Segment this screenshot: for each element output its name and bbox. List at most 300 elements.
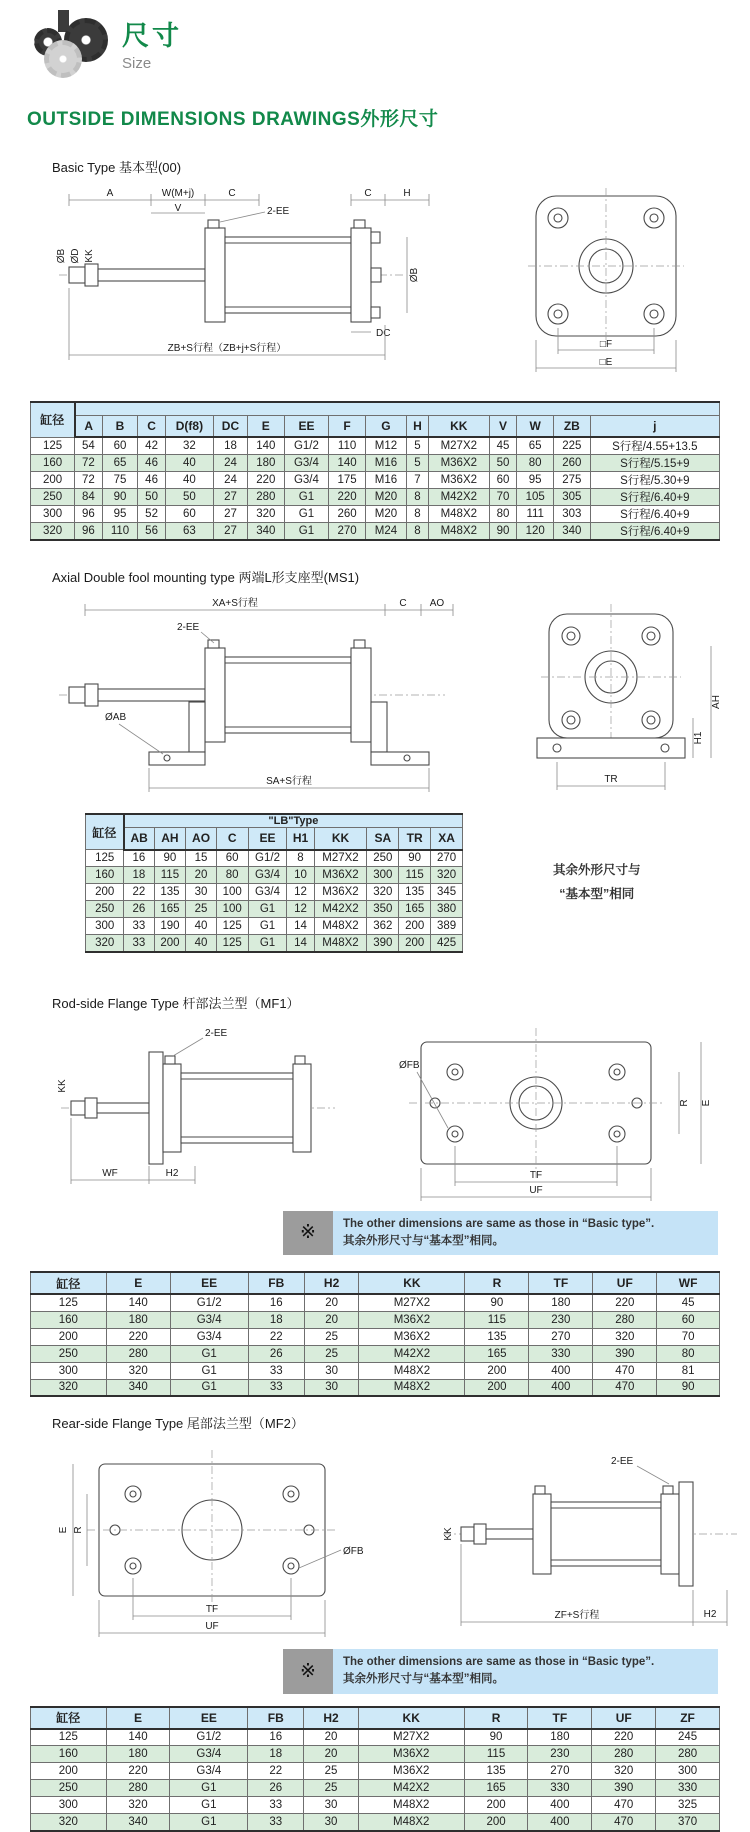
value-cell: 345 (431, 884, 463, 901)
mf1-drawing (55, 1016, 750, 1201)
bore-cell: 300 (31, 506, 75, 523)
value-cell: 20 (304, 1294, 359, 1311)
value-cell: 65 (102, 455, 137, 472)
table-row (31, 437, 720, 455)
dim-label-e: E (58, 1526, 69, 1534)
value-cell: 95 (517, 472, 554, 489)
col-header: FB (248, 1707, 304, 1729)
value-cell: S行程/4.55+13.5 (590, 437, 719, 455)
value-cell: 470 (592, 1814, 656, 1831)
col-header: H1 (287, 828, 314, 850)
value-cell: M48X2 (428, 523, 489, 541)
value-cell: 110 (102, 523, 137, 541)
dim-label-tf: TF (529, 1169, 543, 1181)
table-row (31, 1746, 720, 1763)
dim-label-wf: WF (102, 1167, 118, 1179)
value-cell: 20 (304, 1729, 358, 1746)
col-header: UF (593, 1272, 657, 1294)
col-header: KK (314, 828, 367, 850)
col-header: SA (367, 828, 399, 850)
mf1-side-view (55, 1016, 355, 1201)
value-cell: 45 (489, 437, 517, 455)
table-row (86, 867, 463, 884)
value-cell: 280 (593, 1311, 657, 1328)
value-cell: 220 (247, 472, 284, 489)
dim-label-e: □E (599, 357, 613, 368)
bore-cell: 160 (86, 867, 124, 884)
col-header: AB (124, 828, 154, 850)
dim-label-od: ØD (70, 248, 81, 264)
bore-cell: 250 (86, 901, 124, 918)
mf2-side-view (413, 1436, 743, 1641)
table-row (31, 455, 720, 472)
value-cell: G3/4 (170, 1328, 248, 1345)
dim-label-h2: H2 (703, 1609, 717, 1620)
value-cell: 33 (124, 918, 154, 935)
value-cell: 30 (304, 1814, 358, 1831)
ms1-dimensions-table (85, 813, 463, 953)
table-row (31, 1362, 720, 1379)
page-title: OUTSIDE DIMENSIONS DRAWINGS外形尺寸 (27, 109, 439, 130)
value-cell: 400 (528, 1797, 592, 1814)
value-cell: M48X2 (358, 1814, 464, 1831)
value-cell: 200 (465, 1362, 529, 1379)
table-row (31, 1379, 720, 1396)
value-cell: 90 (102, 489, 137, 506)
callout-2ee: 2-EE (267, 206, 290, 217)
value-cell: 320 (106, 1362, 170, 1379)
value-cell: 96 (75, 506, 103, 523)
value-cell: 33 (248, 1797, 304, 1814)
value-cell: 275 (554, 472, 591, 489)
col-header: H2 (304, 1272, 359, 1294)
dim-label-tf: TF (205, 1604, 219, 1615)
table-row (31, 1294, 720, 1311)
dim-label-sa: SA+S行程 (266, 776, 312, 787)
reference-mark-icon: ※ (283, 1211, 333, 1256)
value-cell: G1 (170, 1379, 248, 1396)
value-cell: 22 (124, 884, 154, 901)
value-cell: M16 (365, 455, 406, 472)
value-cell: 220 (106, 1763, 170, 1780)
value-cell: 230 (528, 1746, 592, 1763)
col-header: E (106, 1272, 170, 1294)
dim-label-ob-left: ØB (56, 248, 67, 264)
value-cell: 14 (287, 935, 314, 952)
value-cell: 20 (186, 867, 216, 884)
table-row (86, 884, 463, 901)
bore-cell: 125 (31, 437, 75, 455)
col-header: R (465, 1272, 529, 1294)
value-cell: M27X2 (314, 850, 367, 867)
col-header: j (590, 415, 719, 437)
value-cell: 105 (517, 489, 554, 506)
value-cell: 80 (517, 455, 554, 472)
ms1-table-area (85, 813, 750, 953)
section-label-ms1: Axial Double fool mounting type 两端L形支座型(MS1) (52, 570, 360, 585)
note-line-cn: 其余外形尺寸与“基本型”相同。 (343, 1234, 504, 1247)
value-cell: G3/4 (170, 1746, 248, 1763)
value-cell: 135 (154, 884, 186, 901)
col-header: W (517, 415, 554, 437)
value-cell: 25 (304, 1328, 359, 1345)
value-cell: 320 (367, 884, 399, 901)
value-cell: 340 (554, 523, 591, 541)
value-cell: 33 (124, 935, 154, 952)
value-cell: 400 (528, 1814, 592, 1831)
value-cell: 8 (407, 523, 429, 541)
note-text (333, 1211, 718, 1256)
callout-2ee: 2-EE (205, 1027, 228, 1039)
value-cell: 135 (464, 1763, 528, 1780)
value-cell: 12 (287, 884, 314, 901)
bore-cell: 200 (31, 1763, 107, 1780)
value-cell: 24 (213, 472, 247, 489)
section-label-mf1: Rod-side Flange Type 杆部法兰型（MF1） (52, 995, 300, 1011)
value-cell: 225 (554, 437, 591, 455)
value-cell: 340 (247, 523, 284, 541)
value-cell: 200 (154, 935, 186, 952)
dim-label-ob-right: ØB (409, 267, 420, 283)
value-cell: 230 (529, 1311, 593, 1328)
ms1-drawing (55, 590, 750, 805)
value-cell: 22 (248, 1328, 304, 1345)
basic-dimensions-table (30, 401, 720, 541)
table-row (31, 523, 720, 541)
basic-type-drawing (55, 180, 750, 375)
value-cell: 100 (216, 884, 248, 901)
dim-label-xa: XA+S行程 (212, 598, 258, 609)
mf1-dimensions-table (30, 1271, 720, 1397)
value-cell: 80 (657, 1345, 720, 1362)
value-cell: 70 (657, 1328, 720, 1345)
value-cell: M27X2 (359, 1294, 465, 1311)
value-cell: 60 (489, 472, 517, 489)
value-cell: 8 (287, 850, 314, 867)
value-cell: 25 (304, 1345, 359, 1362)
value-cell: 33 (248, 1814, 304, 1831)
value-cell: G1/2 (284, 437, 329, 455)
value-cell: M36X2 (428, 455, 489, 472)
value-cell: 110 (329, 437, 366, 455)
bore-cell: 300 (31, 1362, 107, 1379)
dim-label-h2: H2 (165, 1167, 179, 1179)
value-cell: 280 (247, 489, 284, 506)
value-cell: 180 (106, 1746, 170, 1763)
dim-label-zf: ZF+S行程 (554, 1610, 600, 1621)
value-cell: 70 (489, 489, 517, 506)
value-cell: 330 (528, 1780, 592, 1797)
value-cell: 8 (407, 506, 429, 523)
value-cell: 90 (399, 850, 431, 867)
value-cell: 16 (248, 1294, 304, 1311)
table-row (86, 901, 463, 918)
value-cell: 340 (106, 1379, 170, 1396)
value-cell: G1 (284, 523, 329, 541)
value-cell: 270 (431, 850, 463, 867)
value-cell: 45 (657, 1294, 720, 1311)
col-header: TF (528, 1707, 592, 1729)
value-cell: 80 (489, 506, 517, 523)
value-cell: G1 (248, 935, 287, 952)
col-header: R (464, 1707, 528, 1729)
value-cell: 390 (367, 935, 399, 952)
value-cell: M48X2 (314, 918, 367, 935)
value-cell: 27 (213, 523, 247, 541)
value-cell: 140 (329, 455, 366, 472)
col-header: E (247, 415, 284, 437)
value-cell: 470 (593, 1379, 657, 1396)
value-cell: 115 (465, 1311, 529, 1328)
table-row (31, 1729, 720, 1746)
value-cell: 81 (657, 1362, 720, 1379)
value-cell: 389 (431, 918, 463, 935)
value-cell: 300 (656, 1763, 720, 1780)
table-row (86, 935, 463, 952)
value-cell: G1/2 (248, 850, 287, 867)
value-cell: 200 (399, 918, 431, 935)
value-cell: 300 (367, 867, 399, 884)
value-cell: 362 (367, 918, 399, 935)
value-cell: 18 (248, 1746, 304, 1763)
col-header: C (138, 415, 166, 437)
mf2-drawing (55, 1436, 750, 1641)
value-cell: 140 (106, 1729, 170, 1746)
value-cell: 111 (517, 506, 554, 523)
bore-cell: 160 (31, 1311, 107, 1328)
value-cell: 100 (216, 901, 248, 918)
value-cell: 40 (186, 935, 216, 952)
col-header: A (75, 415, 103, 437)
value-cell: 115 (154, 867, 186, 884)
value-cell: 380 (431, 901, 463, 918)
bore-cell: 125 (31, 1729, 107, 1746)
value-cell: M20 (365, 489, 406, 506)
value-cell: M24 (365, 523, 406, 541)
gears-machine-icon (30, 10, 110, 80)
value-cell: 30 (186, 884, 216, 901)
brand-text (122, 10, 182, 72)
col-header: EE (248, 828, 287, 850)
value-cell: 425 (431, 935, 463, 952)
value-cell: 165 (154, 901, 186, 918)
value-cell: 280 (656, 1746, 720, 1763)
bore-cell: 300 (86, 918, 124, 935)
size-label-cn: 尺寸 (122, 21, 182, 51)
value-cell: S行程/6.40+9 (590, 523, 719, 541)
value-cell: 42 (138, 437, 166, 455)
group-header: "LB"Type (124, 814, 463, 828)
col-header: ZF (656, 1707, 720, 1729)
value-cell: 10 (287, 867, 314, 884)
value-cell: 250 (367, 850, 399, 867)
value-cell: 33 (248, 1379, 304, 1396)
value-cell: 90 (464, 1729, 528, 1746)
col-header: AH (154, 828, 186, 850)
value-cell: 470 (592, 1797, 656, 1814)
ms1-front-view (521, 590, 726, 805)
value-cell: 32 (165, 437, 213, 455)
col-header: DC (213, 415, 247, 437)
table-row (86, 918, 463, 935)
value-cell: 18 (213, 437, 247, 455)
value-cell: G3/4 (170, 1311, 248, 1328)
dim-label-r: R (73, 1526, 84, 1534)
value-cell: 75 (102, 472, 137, 489)
value-cell: 140 (247, 437, 284, 455)
col-header: C (216, 828, 248, 850)
value-cell: G3/4 (284, 472, 329, 489)
dim-label-uf: UF (205, 1621, 219, 1632)
value-cell: 320 (593, 1328, 657, 1345)
dim-label-c1: C (228, 188, 236, 199)
value-cell: 325 (656, 1797, 720, 1814)
col-header: TF (529, 1272, 593, 1294)
value-cell: 72 (75, 455, 103, 472)
value-cell: 165 (465, 1345, 529, 1362)
value-cell: 220 (592, 1729, 656, 1746)
bore-cell: 320 (31, 1379, 107, 1396)
value-cell: 120 (517, 523, 554, 541)
mf1-flange-view (391, 1016, 721, 1201)
col-header: D(f8) (165, 415, 213, 437)
value-cell: 125 (216, 935, 248, 952)
value-cell: 200 (399, 935, 431, 952)
value-cell: 220 (106, 1328, 170, 1345)
col-header: F (329, 415, 366, 437)
value-cell: 27 (213, 506, 247, 523)
value-cell: 125 (216, 918, 248, 935)
value-cell: M42X2 (359, 1345, 465, 1362)
value-cell: M20 (365, 506, 406, 523)
value-cell: 50 (138, 489, 166, 506)
value-cell: M42X2 (428, 489, 489, 506)
col-header: E (106, 1707, 170, 1729)
value-cell: 5 (407, 437, 429, 455)
value-cell: 90 (489, 523, 517, 541)
value-cell: 52 (138, 506, 166, 523)
value-cell: 96 (75, 523, 103, 541)
dim-label-kk: KK (84, 249, 95, 263)
side-note-line1: 其余外形尺寸与 (553, 863, 641, 877)
value-cell: 63 (165, 523, 213, 541)
section-label-basic: Basic Type 基本型(00) (52, 160, 182, 175)
bore-cell: 125 (31, 1294, 107, 1311)
mf2-flange-view (55, 1436, 385, 1641)
col-header: B (102, 415, 137, 437)
value-cell: 270 (528, 1763, 592, 1780)
note-line-en: The other dimensions are same as those in “Basic type”. (343, 1656, 655, 1668)
value-cell: 175 (329, 472, 366, 489)
dim-label-zb: ZB+S行程（ZB+j+S行程） (167, 343, 287, 354)
value-cell: S行程/5.30+9 (590, 472, 719, 489)
dim-label-kk: KK (57, 1078, 68, 1093)
col-header: EE (170, 1707, 248, 1729)
dim-label-ao: AO (429, 598, 445, 609)
col-header: XA (431, 828, 463, 850)
col-header: WF (657, 1272, 720, 1294)
value-cell: 220 (593, 1294, 657, 1311)
col-header: FB (248, 1272, 304, 1294)
value-cell: 60 (657, 1311, 720, 1328)
dim-label-ofb: ØFB (399, 1059, 420, 1071)
value-cell: 140 (106, 1294, 170, 1311)
value-cell: 320 (106, 1797, 170, 1814)
value-cell: G1 (170, 1362, 248, 1379)
value-cell: G3/4 (248, 884, 287, 901)
value-cell: 22 (248, 1763, 304, 1780)
value-cell: 54 (75, 437, 103, 455)
value-cell: 26 (248, 1345, 304, 1362)
value-cell: M36X2 (358, 1746, 464, 1763)
table-row (31, 1345, 720, 1362)
value-cell: M48X2 (359, 1362, 465, 1379)
value-cell: 18 (124, 867, 154, 884)
value-cell: 7 (407, 472, 429, 489)
dim-label-f: □F (599, 339, 613, 350)
bore-cell: 160 (31, 455, 75, 472)
mf2-dimensions-table (30, 1706, 720, 1832)
value-cell: 60 (165, 506, 213, 523)
col-header: EE (284, 415, 329, 437)
value-cell: 50 (165, 489, 213, 506)
group-header (75, 402, 720, 415)
value-cell: 260 (554, 455, 591, 472)
value-cell: 16 (124, 850, 154, 867)
dim-label-kk: KK (443, 1527, 454, 1541)
dim-label-v: V (174, 203, 182, 214)
value-cell: 180 (106, 1311, 170, 1328)
table-row (31, 1814, 720, 1831)
dim-label-e: E (701, 1099, 712, 1106)
catalog-page (0, 10, 750, 1832)
value-cell: S行程/6.40+9 (590, 489, 719, 506)
col-header: KK (358, 1707, 464, 1729)
value-cell: 180 (528, 1729, 592, 1746)
value-cell: 80 (216, 867, 248, 884)
table-row (31, 1797, 720, 1814)
dim-label-tr: TR (604, 774, 618, 785)
value-cell: 40 (186, 918, 216, 935)
col-header: G (365, 415, 406, 437)
value-cell: G1 (284, 506, 329, 523)
note-line-en: The other dimensions are same as those in “Basic type”. (343, 1217, 655, 1230)
value-cell: 12 (287, 901, 314, 918)
value-cell: G1 (170, 1780, 248, 1797)
value-cell: 350 (367, 901, 399, 918)
value-cell: 14 (287, 918, 314, 935)
value-cell: M48X2 (314, 935, 367, 952)
value-cell: 180 (247, 455, 284, 472)
bore-cell: 200 (31, 1328, 107, 1345)
reference-mark-icon: ※ (283, 1649, 333, 1694)
value-cell: 5 (407, 455, 429, 472)
note-text (333, 1649, 718, 1694)
value-cell: G1 (248, 901, 287, 918)
table-row (31, 472, 720, 489)
col-header-bore: 缸径 (31, 402, 75, 437)
mf2-note (283, 1649, 718, 1694)
value-cell: M36X2 (314, 884, 367, 901)
dim-label-h1: H1 (693, 731, 704, 745)
value-cell: 320 (247, 506, 284, 523)
value-cell: 30 (304, 1362, 359, 1379)
value-cell: G1 (170, 1797, 248, 1814)
value-cell: 95 (102, 506, 137, 523)
value-cell: 40 (165, 472, 213, 489)
table-row (31, 1763, 720, 1780)
dim-label-w: W(M+j) (161, 188, 195, 199)
